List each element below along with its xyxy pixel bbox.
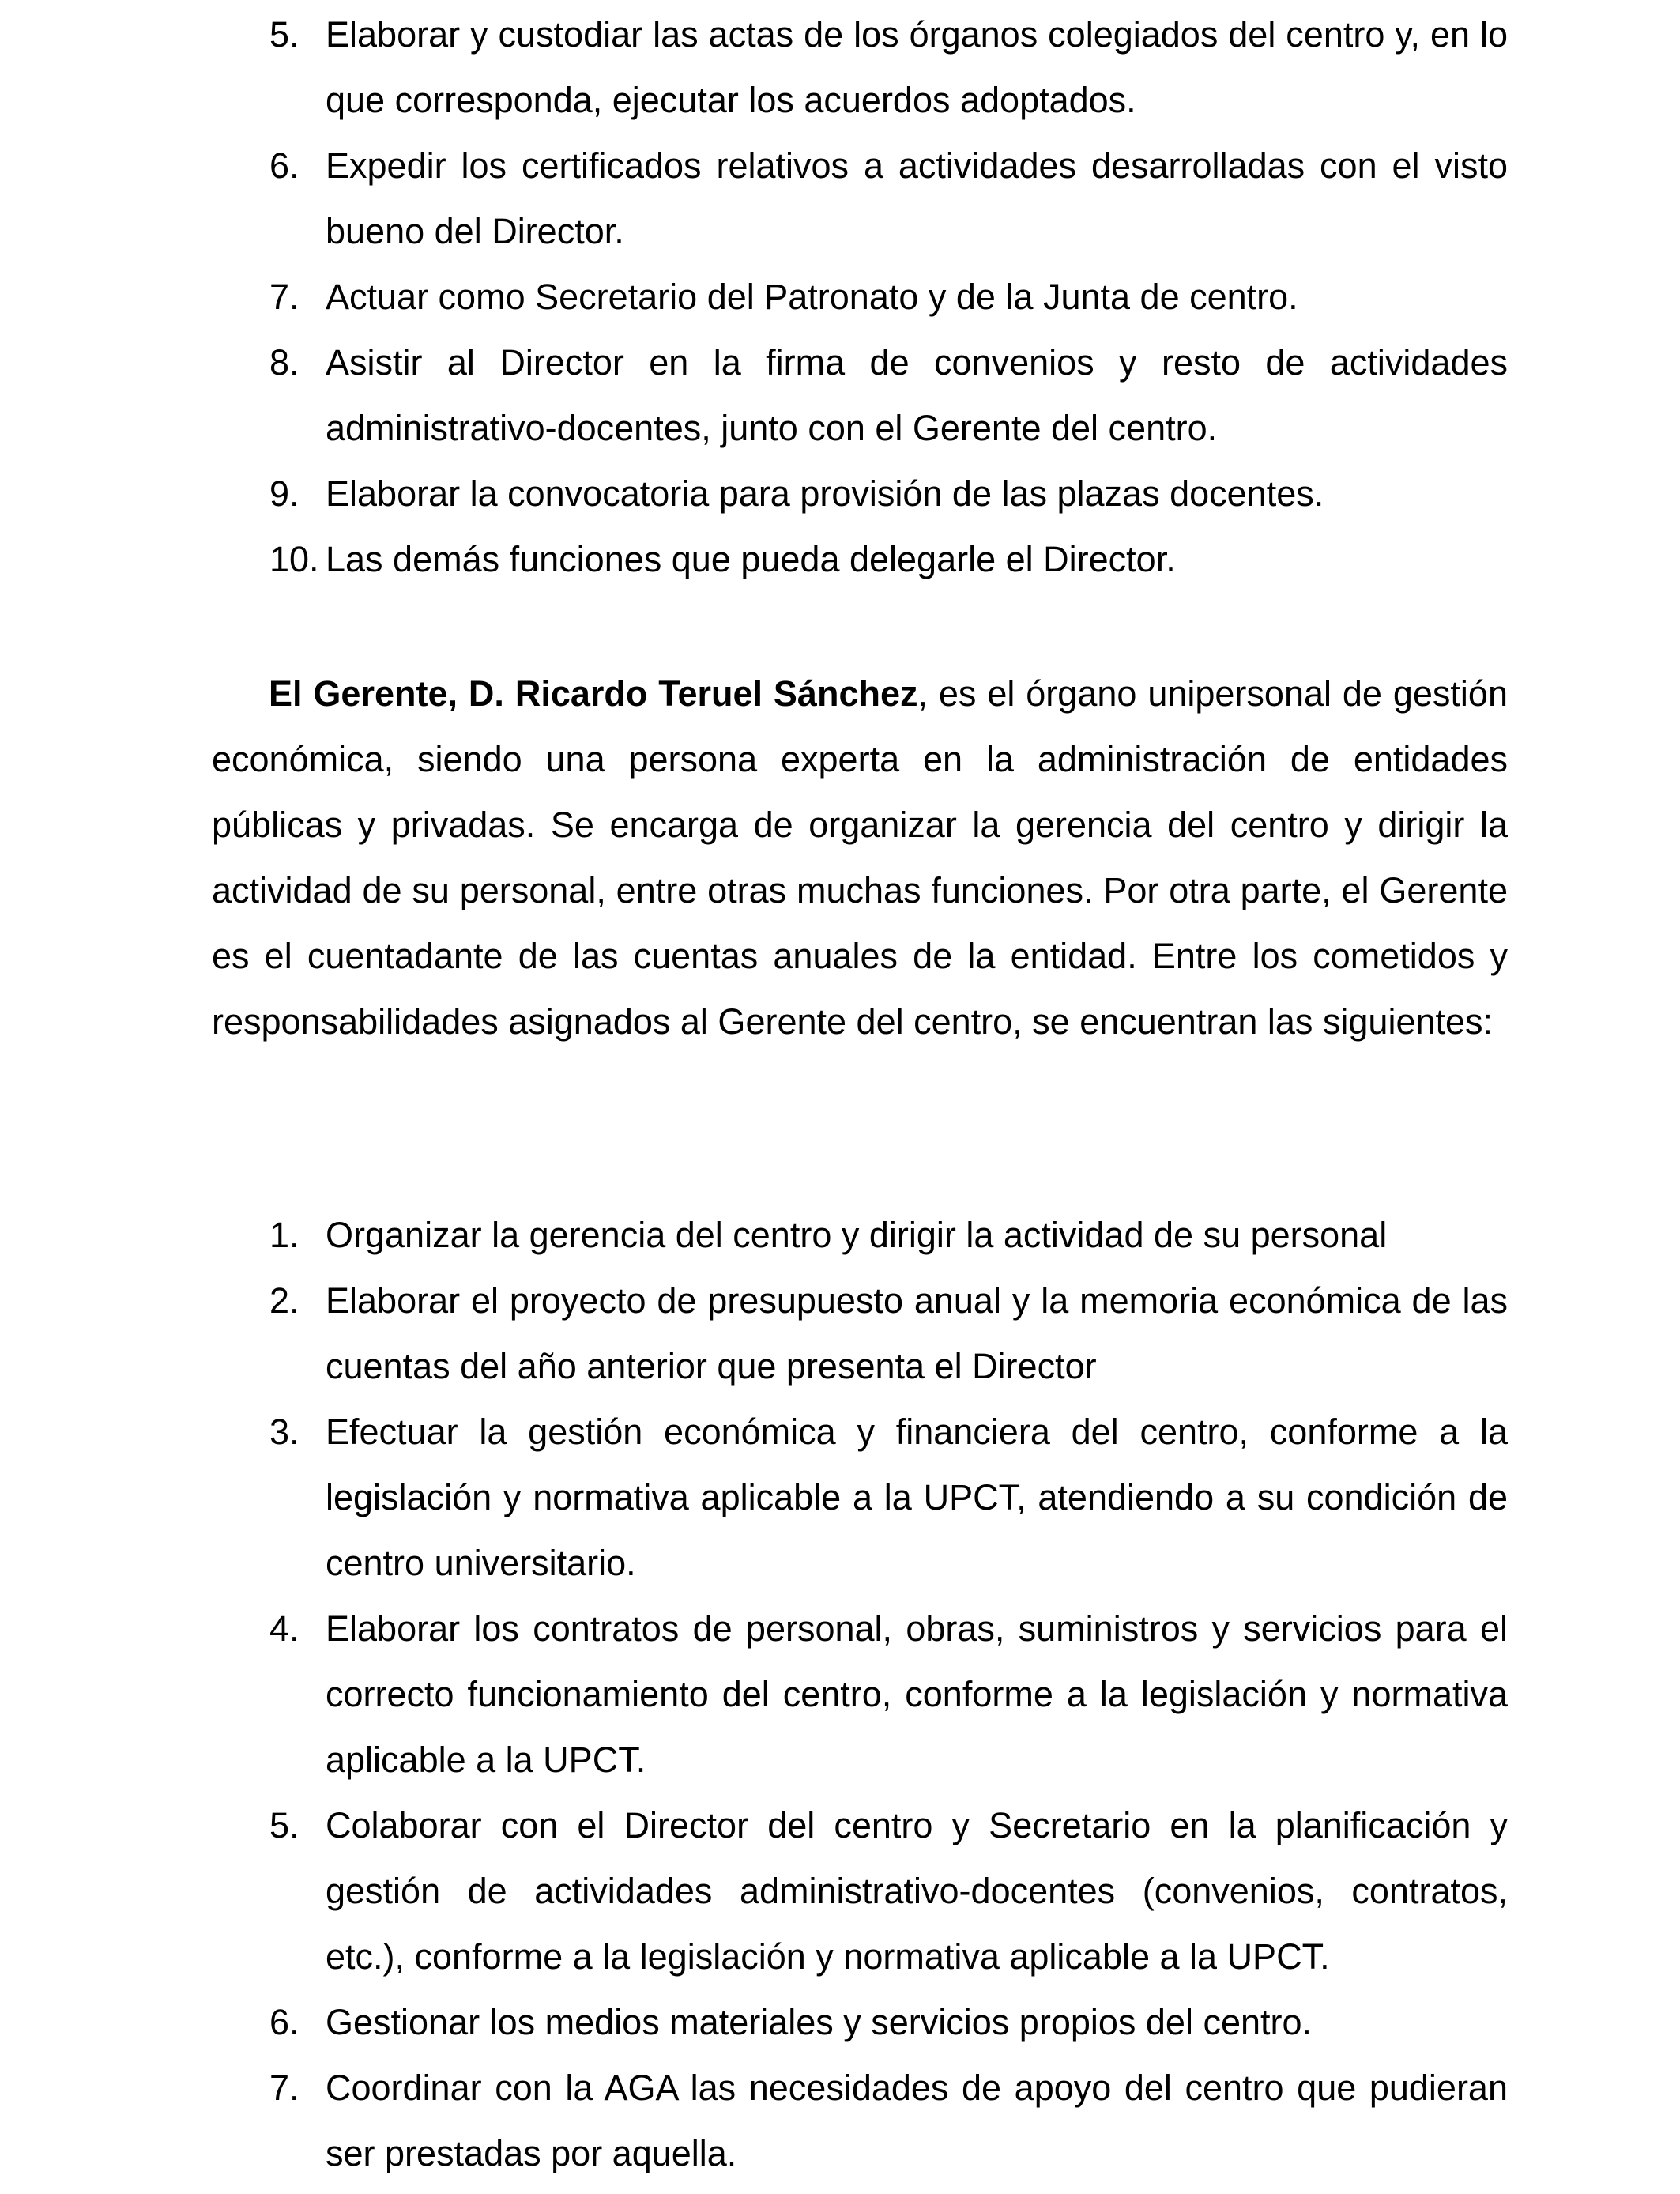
list-item bbox=[269, 1596, 1508, 1793]
list-item-text: Gestionar los medios materiales y servicios propios del centro. bbox=[326, 2002, 1313, 2042]
list-item-text: Elaborar y custodiar las actas de los órganos colegiados del centro y, en lo que corresponda, ejecutar los acuerdos adoptados. bbox=[326, 14, 1508, 120]
list-item bbox=[269, 330, 1508, 461]
list-item-text: Las demás funciones que pueda delegarle el Director. bbox=[326, 539, 1176, 579]
list-item-text: Asistir al Director en la firma de convenios y resto de actividades administrativo-docentes, junto con el Gerente del centro. bbox=[326, 342, 1508, 448]
list-item-text: Elaborar el proyecto de presupuesto anual y la memoria económica de las cuentas del año anterior que presenta el Director bbox=[326, 1280, 1508, 1386]
gerente-paragraph-text: , es el órgano unipersonal de gestión económica, siendo una persona experta en la administración de entidades públicas y privadas. Se encarga de organizar la gerencia del centro y dirigir la actividad de su personal, entre otras muchas funciones. Por otra parte, el Gerente es el cuentadante de las cuentas anuales de la entidad. Entre los cometidos y responsabilidades asignados al Gerente del centro, se encuentran las siguientes: bbox=[212, 673, 1508, 1042]
list-item-text: Elaborar la convocatoria para provisión de las plazas docentes. bbox=[326, 473, 1324, 514]
list-item bbox=[269, 133, 1508, 264]
list-item-number: 5. bbox=[269, 14, 299, 55]
list-item-number: 10. bbox=[269, 539, 319, 579]
list-item-number: 6. bbox=[269, 2002, 299, 2042]
list-item-number: 2. bbox=[269, 1280, 299, 1321]
gerente-name-lead: El Gerente, D. Ricardo Teruel Sánchez bbox=[269, 673, 918, 714]
gerente-functions-list bbox=[269, 1202, 1508, 2186]
list-item bbox=[269, 461, 1508, 526]
list-item-number: 8. bbox=[269, 342, 299, 383]
list-item-text: Expedir los certificados relativos a actividades desarrolladas con el visto bueno del Director. bbox=[326, 145, 1508, 251]
list-item bbox=[269, 1793, 1508, 1989]
list-item bbox=[269, 1202, 1508, 1268]
gerente-paragraph bbox=[212, 661, 1508, 1054]
list-item-text: Coordinar con la AGA las necesidades de apoyo del centro que pudieran ser prestadas por aquella. bbox=[326, 2068, 1508, 2173]
list-item bbox=[269, 2055, 1508, 2186]
list-item-number: 3. bbox=[269, 1412, 299, 1452]
list-item-text: Actuar como Secretario del Patronato y de la Junta de centro. bbox=[326, 277, 1298, 317]
list-item bbox=[269, 2, 1508, 133]
list-item bbox=[269, 264, 1508, 330]
list-item-number: 1. bbox=[269, 1215, 299, 1255]
list-item bbox=[269, 526, 1508, 592]
list-item-number: 5. bbox=[269, 1805, 299, 1845]
list-item-number: 7. bbox=[269, 277, 299, 317]
list-item bbox=[269, 1989, 1508, 2055]
list-item-text: Elaborar los contratos de personal, obras, suministros y servicios para el correcto funcionamiento del centro, conforme a la legislación y normativa aplicable a la UPCT. bbox=[326, 1608, 1508, 1780]
list-item bbox=[269, 1399, 1508, 1596]
list-item-number: 7. bbox=[269, 2068, 299, 2108]
list-item-number: 9. bbox=[269, 473, 299, 514]
list-item-text: Colaborar con el Director del centro y Secretario en la planificación y gestión de actividades administrativo-docentes (convenios, contratos, etc.), conforme a la legislación y normativa aplicable a la UPCT. bbox=[326, 1805, 1508, 1977]
list-item-text: Efectuar la gestión económica y financiera del centro, conforme a la legislación y normativa aplicable a la UPCT, atendiendo a su condición de centro universitario. bbox=[326, 1412, 1508, 1583]
secretario-functions-list bbox=[269, 2, 1508, 592]
list-item-number: 4. bbox=[269, 1608, 299, 1649]
list-item-number: 6. bbox=[269, 145, 299, 186]
list-item bbox=[269, 1268, 1508, 1399]
list-item-text: Organizar la gerencia del centro y dirigir la actividad de su personal bbox=[326, 1215, 1388, 1255]
